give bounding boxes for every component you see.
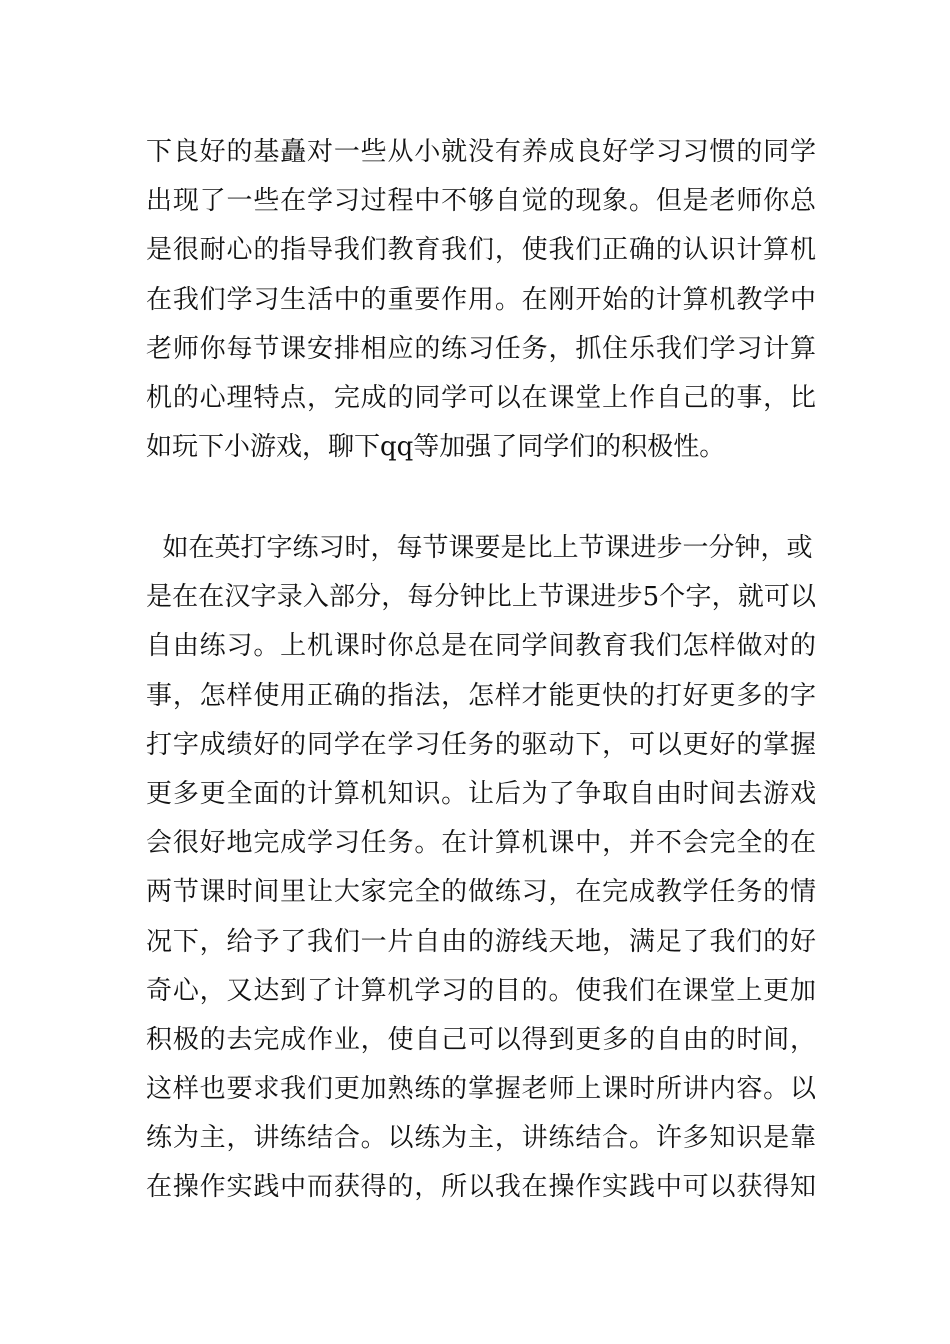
text-line: 自由练习。上机课时你总是在同学间教育我们怎样做对的: [146, 631, 816, 662]
text-line: 在操作实践中而获得的，所以我在操作实践中可以获得知: [146, 1172, 816, 1203]
text-line: 是很耐心的指导我们教育我们，使我们正确的认识计算机: [146, 235, 816, 266]
text-line: 事，怎样使用正确的指法，怎样才能更快的打好更多的字: [146, 680, 816, 711]
text-line: 积极的去完成作业，使自己可以得到更多的自由的时间，: [146, 1024, 816, 1055]
text-line: 会很好地完成学习任务。在计算机课中，并不会完全的在: [146, 828, 816, 859]
text-line: 况下，给予了我们一片自由的游线天地，满足了我们的好: [146, 926, 816, 957]
paragraph-1: [146, 128, 816, 472]
text-line: 如玩下小游戏，聊下qq等加强了同学们的积极性。: [146, 432, 726, 463]
text-line: 在我们学习生活中的重要作用。在刚开始的计算机教学中: [146, 284, 816, 315]
text-line: 如在英打字练习时，每节课要是比上节课进步一分钟，或: [146, 533, 813, 563]
text-line: 这样也要求我们更加熟练的掌握老师上课时所讲内容。以: [146, 1074, 816, 1105]
text-line: 打字成绩好的同学在学习任务的驱动下，可以更好的掌握: [146, 729, 816, 760]
text-line: 更多更全面的计算机知识。让后为了争取自由时间去游戏: [146, 778, 816, 809]
text-line: 老师你每节课安排相应的练习任务，抓住乐我们学习计算: [146, 333, 816, 364]
text-line: 练为主，讲练结合。以练为主，讲练结合。许多知识是靠: [146, 1123, 816, 1154]
text-line: 机的心理特点，完成的同学可以在课堂上作自己的事，比: [146, 382, 816, 413]
paragraph-2: [146, 524, 816, 1262]
text-line: 两节课时间里让大家完全的做练习，在完成教学任务的情: [146, 877, 816, 908]
text-line: 奇心，又达到了计算机学习的目的。使我们在课堂上更加: [146, 975, 816, 1006]
text-line: 是在在汉字录入部分，每分钟比上节课进步5个字，就可以: [146, 582, 816, 613]
text-line: 下良好的基矗对一些从小就没有养成良好学习习惯的同学: [146, 137, 816, 167]
text-line: 出现了一些在学习过程中不够自觉的现象。但是老师你总: [146, 186, 816, 217]
text-line: [146, 1213, 816, 1262]
